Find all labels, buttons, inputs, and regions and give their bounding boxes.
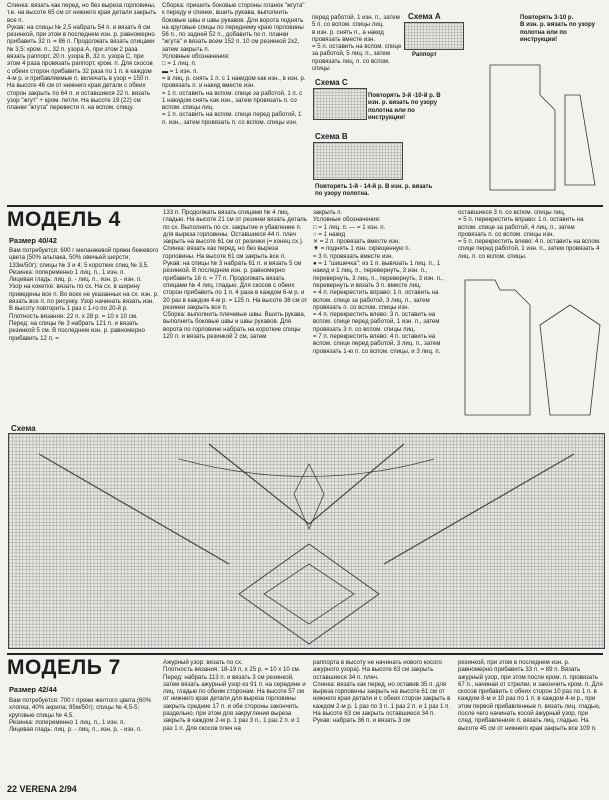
model7-col4: резинкой, при этом в последнем изн. р. равномерно прибавить 33 п. = 89 п. Вязать ажурный узор, при этом после кром. п. провязать 67 п., начиная от стрелки, и закончить кром. п. Для скосов прибавить с обеих сторон 10 раз по 1 п. в каждом 8-м и 10 раз по 1 п. в каждом 4-м р., при этом первой прибавленные п. вязать лиц. гладью, после чего начинать косой ажурный узор, при след. прибавлениях п. вязать лиц. гладью. На высоте 45 см от нижнего края закрыть все 109 п. bbox=[458, 659, 603, 732]
schema-b-label: Схема В bbox=[315, 132, 348, 141]
model4-col3: закрыть п. Условные обозначения: □ = 1 лиц. п. — = 1 изн. п. ○ = 1 накид ✕ = 2 п. провязать вместе изн. ▼ = поднять 1 изн. скрещенную п. = 3 п. провязать вместе изн. ● = 1 "шишечка": из 1 п. вывязать 1 лиц. п., 1 накид и 1 лиц. п., перевернуть, 3 изн. п., перевернуть, 3 лиц. п., перевернуть, 3 изн. п., перевернуть и вязать 3 п. вместе лиц. = 4 п. перекрестить вправо: 1 п. оставить на вспом. спице за работой, 3 лиц. п., затем провязать п. со вспом. спицы изн. = 4 п. перекрестить влево: 3 п. оставить на вспом. спице перед работой, 1 изн. п., затем провязать 3 п. со вспом. спицы лиц. = 7 п. перекрестить влево: 4 п. оставить на вспом. спице перед работой, 3 лиц. п., затем провязать 1-ю п. со вспом. спицы, и 3 лиц. п. bbox=[313, 209, 444, 355]
model7-col3: раппорта в высоту не начинать нового косого ажурного узора). На высоте 63 см закрыть оставшиеся 34 п. плеч. Спинка: вязать как перед, но оставив 35 п. для выреза горловины закрыть на высоте 61 см от нижнего края детали и с обеих сторон закрыть в каждом 2-м р. 1 раз по 3 п. 1 раз 2 п. и 1 раз 1 п. На высоте 63 см закрыть оставшиеся 34 п. Рукав: набрать 36 п. и вязать 3 см bbox=[313, 659, 451, 725]
schema-a-note: Повторять 3-10 р. В изн. р. вязать по узору полотна или по инструкции! bbox=[520, 14, 596, 43]
model4-rule bbox=[7, 205, 603, 207]
schema-a-chart bbox=[404, 22, 464, 50]
model7-rule bbox=[7, 653, 603, 655]
model7-title: МОДЕЛЬ 7 bbox=[7, 656, 121, 679]
model7-col2: Ажурный узор: вязать по сх. Плотность вязания: 18-19 п. х 25 р. = 10 х 10 см. Перед: набрать 113 п. и вязать 3 см резинкой, затем вязать ажурный узор из 91 п. на середине и лиц. гладью по обеим сторонам. На высоте 57 см от нижнего края детали для выреза горловины закрыть средние 17 п. и обе стороны закончить раздельно, при этом для закругления выреза закрыть в каждом 2-м р. 1 раз 3 п., 1 раз 2 п. и 1 раз 1 п. Для скосов плеч на bbox=[163, 659, 306, 732]
schema-main-chart bbox=[8, 433, 605, 649]
model4-col2: 133 п. Продолжать вязать спицами № 4 лиц. гладью. На высоте 21 см от резинки вязать деталь по сх. Выполнить по сх. закрытие и убавление п. для выреза горловины. Оставшиеся 44 п. плеч закрыть на высоте 61 см от резинки (= конец сх.). Спинка: вязать как перед, но без выреза горловины. На высоте 61 см закрыть все п. Рукав: на спицы № 3 набрать 61 п. и вязать 5 см резинкой. В последнем изн. р. равномерно прибавить 16 п. = 77 п. Продолжать вязать спицами № 4 лиц. гладью. Для скосов с обеих сторон прибавить по 1 п. 4 раза в каждом 6-м р. и 20 раз в каждом 4-м р. = 125 п. На высоте 38 см от резинки закрыть все п. Сборка: выполнить плечевые швы. Вшить рукава, выполнить боковые швы и швы рукавов. Для ворота по горловине набрать на короткие спицы 120 п. и вязать резинкой 2 см, затем bbox=[163, 209, 308, 341]
rapport-label-a: Раппорт bbox=[412, 52, 437, 58]
schema-c-note: Повторять 3-й -10-й р. В изн. р. вязать по узору полотна или по инструкции! bbox=[368, 92, 441, 121]
schema-a-label: Схема А bbox=[408, 12, 441, 21]
top-text-col1: Спинка: вязать как перед, но без выреза горловины, т.е. на высоте 65 см от нижнего края детали закрыть все п. Рукав: на спицы № 2,5 набрать 54 п. и вязать 6 см резинкой, при этом в последнем изн. р. равномерно прибавить 32 п. = 86 п. Продолжать вязать спицами № 3,5: кром. п., 32 п. узора А, при этом 2 раза вязать раппорт, 20 п. узора В, 32 п. узора С, при этом 4 раза провязать раппорт, кром. п. Для скосов с обеих сторон прибавить 32 раза по 1 п. в каждом 4-м р. и прибавляемые п. включать в узор = 150 п. На высоте 46 см от нижнего края детали с обеих сторон закрыть по 64 п. и оставшиеся 22 п. вязать узор "жгут" + кром. петли. На высоте 19 (22) см планки "жгута" перевести п. на вспом. спицу. bbox=[7, 2, 157, 112]
page-footer: 22 VERENA 2/94 bbox=[7, 784, 77, 794]
model7-col1: Вам потребуется: 700 г пряжи желтого цвета (60% хлопка, 40% акрила; 85м/50г); спицы № 4,5-5; круговые спицы № 4,5. Резинка: попеременно 1 лиц. п., 1 изн. п. Лицевая гладь: лиц. р. - лиц. п., изн. р. - изн. п. bbox=[9, 697, 152, 734]
model4-size: Размер 40/42 bbox=[9, 236, 57, 245]
model4-title: МОДЕЛЬ 4 bbox=[7, 208, 121, 231]
schema-main-label: Схема bbox=[11, 424, 36, 433]
model4-col1: Вам потребуется: 600 г меланжевой пряжи бежевого цвета (50% альпака, 50% овечьей шерсти; 133м/50г); спицы № 3 и 4; 5 коротких спиц № 3,5. Резинка: попеременно 1 лиц. п., 1 изн. п. Лицевая гладь: лиц. р. - лиц. п., изн. р. - изн. п. Узор на кокетке: вязать по сх. На сх. в ширину приведены все п. Во всех не указанных на сх. изн. р. вязать все п. по рисунку. Узор начинать вязать изн. В высоту повторить 1 раз с 1-го по 20-й р. Плотность вязания: 22 п. х 28 р. = 10 х 10 см. Перед: на спицы № 3 набрать 121 п. и вязать резинкой 5 см. В последнем изн. р. равномерно прибавить 12 п. = bbox=[9, 247, 159, 342]
schema-c-label: Схема С bbox=[315, 78, 348, 87]
model7-size: Размер 42/44 bbox=[9, 685, 57, 694]
schema-b-chart bbox=[313, 142, 403, 180]
pattern-outline-top bbox=[470, 55, 605, 205]
schema-b-note: Повторять 1-й - 14-й р. В изн. р. вязать по узору полотна. bbox=[315, 183, 433, 198]
top-text-col3: перед работой, 1 изн. п., затем 5 п. со вспом. спицы лиц. в изн. р. снять п., а накид провязать вместе изн. = 5 п. оставить на вспом. спице за работой, 5 лиц. п., затем провязать лиц. п. со вспом. спицы bbox=[312, 14, 402, 73]
schema-c-chart bbox=[313, 88, 367, 120]
schema-main-motif bbox=[9, 434, 604, 648]
model4-pattern-outline bbox=[460, 265, 605, 425]
top-text-col2: Сборка: пришить боковые стороны планок "жгута" к переду и спинке, вшить рукава, выполнить боковые швы и швы рукавов. Для ворота поднять на круговые спицы по переднему краю горловины 56 п., по задней 52 п., добавить по п. планки "жгута" и вязать всем 152 п. 10 см резинкой 2х2, затем закрыть п. Условные обозначения: □ = 1 лиц. п. ▬ = 1 изн. п. = в лиц. р. снять 1 п. с 1 накидом как изн., в изн. р. провязать п. и накид вместе изн. = 1 п. оставить на вспом. спице за работой, 1 п. с 1 накидом снять как изн., затем провязать п. со вспом. спицы лиц. = 1 п. оставить на вспом. спице перед работой, 1 п. изн., затем провязать п. со вспом. спицы изн. bbox=[162, 2, 306, 126]
model4-col4: оставшиеся 3 п. со вспом. спицы лиц. = 5 п. перекрестить вправо: 1 п. оставить на вспом. спице за работой, 4 лиц. п., затем провязать п. со вспом. спицы изн. = 5 п. перекрестить влево: 4 п. оставить на вспом. спице перед работой, 1 изн. п., затем провязать 4 лиц. п. со вспом. спицы. bbox=[458, 209, 601, 259]
